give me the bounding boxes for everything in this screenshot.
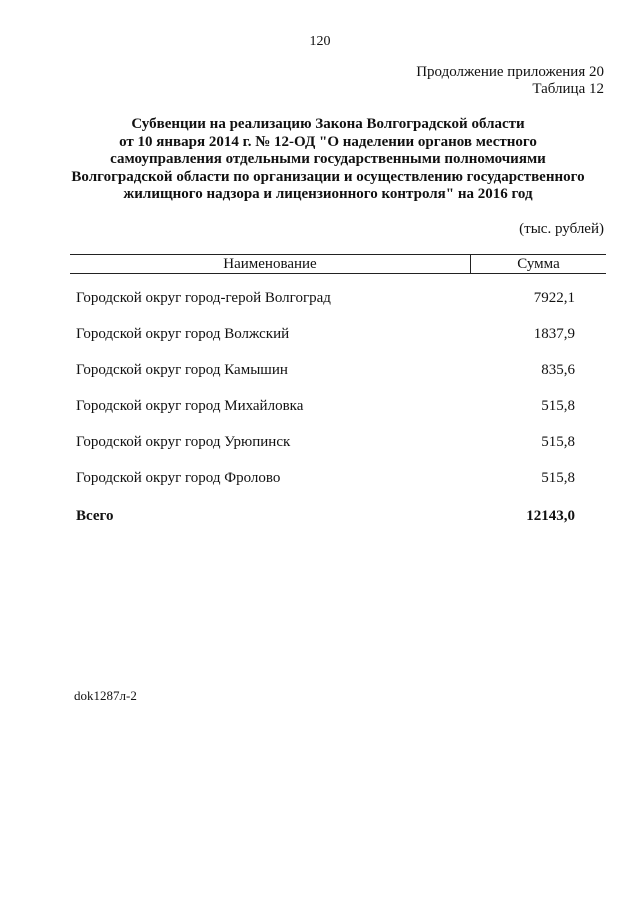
- title-line: самоуправления отдельными государственными полномочиями: [110, 151, 546, 167]
- row-name: Городской округ город Камышин: [76, 362, 288, 378]
- row-sum: 515,8: [541, 470, 575, 486]
- row-name: Городской округ город Урюпинск: [76, 434, 291, 450]
- row-sum: 1837,9: [533, 326, 575, 342]
- title-line: Волгоградской области по организации и осуществлению государственного: [71, 168, 585, 185]
- title-line: жилищного надзора и лицензионного контроля" на 2016 год: [123, 186, 533, 202]
- total-sum: 12143,0: [526, 508, 575, 524]
- row-sum: 515,8: [541, 398, 575, 414]
- units-note: (тыс. рублей): [519, 221, 604, 237]
- title-line: Субвенции на реализацию Закона Волгоградской области: [131, 116, 525, 132]
- table-row: [0, 290, 640, 310]
- row-name: Городской округ город Волжский: [76, 326, 290, 342]
- row-sum: 835,6: [541, 362, 575, 378]
- document-code: dok1287л-2: [74, 688, 137, 703]
- title-line: от 10 января 2014 г. № 12-ОД "О наделении органов местного: [119, 133, 537, 150]
- page-number: 120: [309, 34, 331, 49]
- column-header-sum: Сумма: [517, 256, 560, 272]
- document-title: [66, 116, 590, 204]
- row-name: Городской округ город Фролово: [76, 470, 281, 486]
- appendix-continuation: Продолжение приложения 20: [416, 64, 604, 80]
- table-label: Таблица 12: [532, 81, 604, 97]
- column-header-name: Наименование: [70, 255, 471, 273]
- table-row: [0, 434, 640, 454]
- table-row: [0, 398, 640, 418]
- table-row: [0, 362, 640, 382]
- table-total-row: [0, 508, 640, 528]
- total-label: Всего: [76, 508, 114, 524]
- table-row: [0, 326, 640, 346]
- row-sum: 515,8: [541, 434, 575, 450]
- row-sum: 7922,1: [533, 290, 575, 306]
- row-name: Городской округ город-герой Волгоград: [76, 290, 331, 306]
- appendix-reference: [416, 64, 604, 98]
- row-name: Городской округ город Михайловка: [76, 398, 304, 414]
- table-header: [70, 254, 606, 274]
- table-row: [0, 470, 640, 490]
